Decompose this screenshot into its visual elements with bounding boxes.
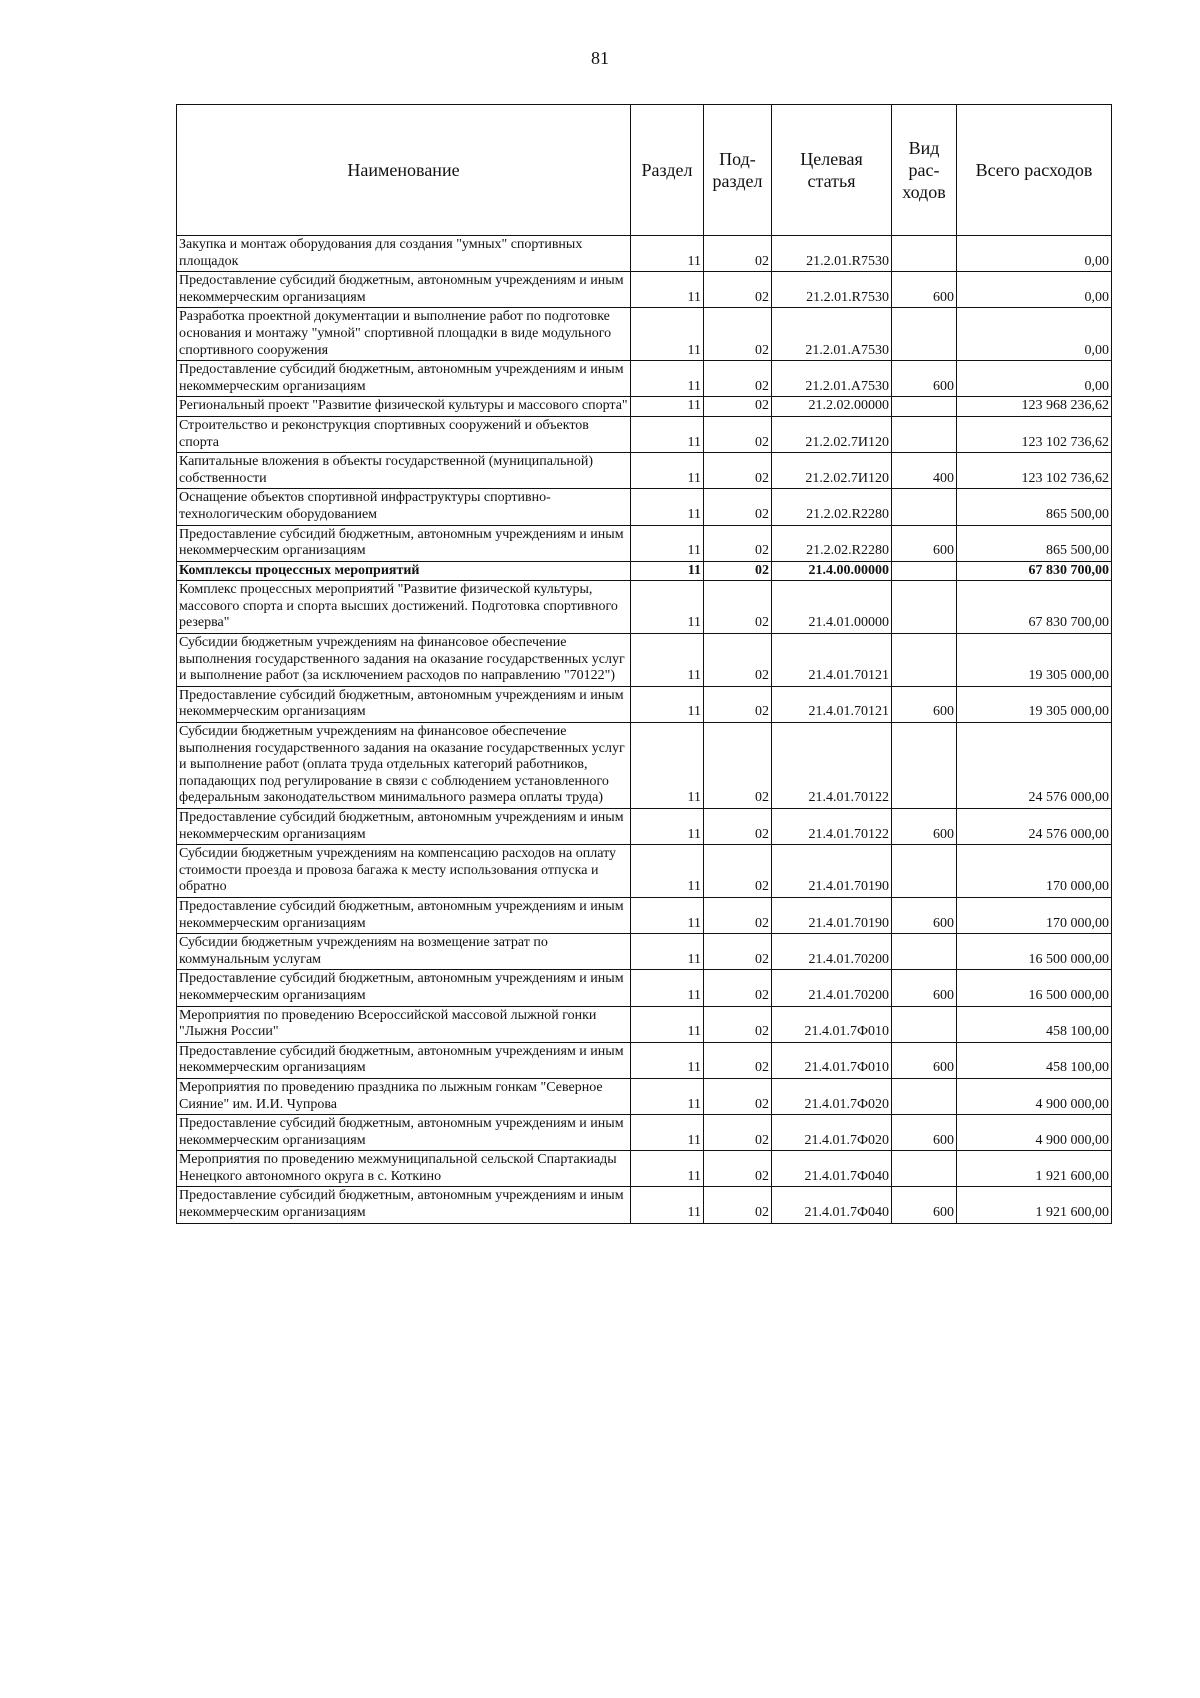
- row-total: 123 102 736,62: [957, 416, 1112, 452]
- header-target-line1: Целевая: [800, 149, 863, 169]
- table-row: [177, 453, 1112, 489]
- row-name: Предоставление субсидий бюджетным, автономным учреждениям и иным некоммерческим организациям: [177, 809, 631, 845]
- row-expense-type: [892, 308, 957, 361]
- header-target-line2: статья: [807, 171, 856, 191]
- row-subsection: 02: [704, 1078, 772, 1114]
- row-expense-type: [892, 581, 957, 634]
- row-subsection: 02: [704, 970, 772, 1006]
- table-row: [177, 416, 1112, 452]
- row-name: Мероприятия по проведению Всероссийской массовой лыжной гонки "Лыжня России": [177, 1006, 631, 1042]
- row-subsection: 02: [704, 361, 772, 397]
- row-subsection: 02: [704, 723, 772, 809]
- row-target-article: 21.4.01.70200: [772, 934, 892, 970]
- row-name: Разработка проектной документации и выполнение работ по подготовке основания и монтажу "умной" спортивной площадки в виде модульного спортивного сооружения: [177, 308, 631, 361]
- row-name: Предоставление субсидий бюджетным, автономным учреждениям и иным некоммерческим организациям: [177, 970, 631, 1006]
- table-row: [177, 1151, 1112, 1187]
- row-section: 11: [631, 1187, 704, 1223]
- row-expense-type: [892, 236, 957, 272]
- row-section: 11: [631, 686, 704, 722]
- row-subsection: 02: [704, 272, 772, 308]
- row-total: 16 500 000,00: [957, 934, 1112, 970]
- row-expense-type: 600: [892, 1187, 957, 1223]
- table-row: [177, 1042, 1112, 1078]
- row-target-article: 21.4.01.7Ф040: [772, 1151, 892, 1187]
- row-target-article: 21.2.01.A7530: [772, 308, 892, 361]
- row-target-article: 21.4.01.00000: [772, 581, 892, 634]
- row-subsection: 02: [704, 489, 772, 525]
- row-expense-type: [892, 489, 957, 525]
- table-row: [177, 1006, 1112, 1042]
- row-subsection: 02: [704, 1187, 772, 1223]
- table-row: [177, 845, 1112, 898]
- row-name: Предоставление субсидий бюджетным, автономным учреждениям и иным некоммерческим организациям: [177, 897, 631, 933]
- row-section: 11: [631, 272, 704, 308]
- row-section: 11: [631, 525, 704, 561]
- header-type-line3: ходов: [902, 182, 946, 202]
- table-row: [177, 1115, 1112, 1151]
- table-header-row: [177, 105, 1112, 236]
- row-subsection: 02: [704, 845, 772, 898]
- header-section-label: Раздел: [641, 160, 693, 180]
- row-section: 11: [631, 1078, 704, 1114]
- row-total: 865 500,00: [957, 525, 1112, 561]
- row-subsection: 02: [704, 453, 772, 489]
- table-row: [177, 489, 1112, 525]
- row-name: Предоставление субсидий бюджетным, автономным учреждениям и иным некоммерческим организациям: [177, 1042, 631, 1078]
- row-target-article: 21.4.01.70121: [772, 634, 892, 687]
- row-subsection: 02: [704, 397, 772, 417]
- header-subsection: [704, 105, 772, 236]
- row-subsection: 02: [704, 634, 772, 687]
- table-row: [177, 897, 1112, 933]
- row-expense-type: 600: [892, 525, 957, 561]
- row-section: 11: [631, 397, 704, 417]
- row-section: 11: [631, 934, 704, 970]
- row-total: 0,00: [957, 236, 1112, 272]
- row-target-article: 21.4.01.70122: [772, 723, 892, 809]
- row-expense-type: 600: [892, 1042, 957, 1078]
- row-section: 11: [631, 970, 704, 1006]
- row-section: 11: [631, 897, 704, 933]
- row-expense-type: [892, 634, 957, 687]
- row-section: 11: [631, 1151, 704, 1187]
- row-target-article: 21.4.01.7Ф020: [772, 1115, 892, 1151]
- row-expense-type: 600: [892, 361, 957, 397]
- row-section: 11: [631, 845, 704, 898]
- row-name: Мероприятия по проведению праздника по лыжным гонкам "Северное Сияние" им. И.И. Чупрова: [177, 1078, 631, 1114]
- row-section: 11: [631, 361, 704, 397]
- table-row: [177, 581, 1112, 634]
- row-expense-type: 600: [892, 686, 957, 722]
- row-target-article: 21.2.02.R2280: [772, 525, 892, 561]
- header-subsection-line1: Под-: [719, 149, 756, 169]
- row-expense-type: 600: [892, 970, 957, 1006]
- row-subsection: 02: [704, 581, 772, 634]
- row-name: Предоставление субсидий бюджетным, автономным учреждениям и иным некоммерческим организациям: [177, 361, 631, 397]
- row-total: 0,00: [957, 361, 1112, 397]
- row-expense-type: [892, 1151, 957, 1187]
- table-row: [177, 525, 1112, 561]
- row-subsection: 02: [704, 1115, 772, 1151]
- budget-table: [176, 104, 1112, 1224]
- row-section: 11: [631, 809, 704, 845]
- table-row: [177, 561, 1112, 581]
- row-expense-type: [892, 723, 957, 809]
- row-target-article: 21.4.01.7Ф020: [772, 1078, 892, 1114]
- row-name: Комплексы процессных мероприятий: [177, 561, 631, 581]
- row-section: 11: [631, 489, 704, 525]
- row-target-article: 21.4.01.7Ф010: [772, 1006, 892, 1042]
- header-type-line1: Вид: [908, 138, 940, 158]
- row-name: Региональный проект "Развитие физической культуры и массового спорта": [177, 397, 631, 417]
- row-total: 123 968 236,62: [957, 397, 1112, 417]
- row-section: 11: [631, 416, 704, 452]
- header-name: [177, 105, 631, 236]
- table-row: [177, 634, 1112, 687]
- header-total-label: Всего расходов: [975, 160, 1093, 180]
- row-expense-type: [892, 397, 957, 417]
- row-section: 11: [631, 1042, 704, 1078]
- row-name: Субсидии бюджетным учреждениям на финансовое обеспечение выполнения государственного задания на оказание государственных услуг и выполнение работ (оплата труда отдельных категорий работников, попадающих под регулирование в связи с соблюдением установленного федеральным законодательством минимального размера оплаты труда): [177, 723, 631, 809]
- row-target-article: 21.4.01.7Ф010: [772, 1042, 892, 1078]
- row-name: Комплекс процессных мероприятий "Развитие физической культуры, массового спорта и спорта высших достижений. Подготовка спортивного резерва": [177, 581, 631, 634]
- row-section: 11: [631, 236, 704, 272]
- row-name: Закупка и монтаж оборудования для создания "умных" спортивных площадок: [177, 236, 631, 272]
- row-name: Строительство и реконструкция спортивных сооружений и объектов спорта: [177, 416, 631, 452]
- table-row: [177, 809, 1112, 845]
- row-total: 4 900 000,00: [957, 1078, 1112, 1114]
- row-total: 67 830 700,00: [957, 561, 1112, 581]
- row-expense-type: [892, 1078, 957, 1114]
- row-name: Мероприятия по проведению межмуниципальной сельской Спартакиады Ненецкого автономного округа в с. Коткино: [177, 1151, 631, 1187]
- row-expense-type: [892, 934, 957, 970]
- row-expense-type: 600: [892, 272, 957, 308]
- row-target-article: 21.4.01.70121: [772, 686, 892, 722]
- row-subsection: 02: [704, 236, 772, 272]
- row-total: 24 576 000,00: [957, 809, 1112, 845]
- row-subsection: 02: [704, 809, 772, 845]
- table-row: [177, 236, 1112, 272]
- row-total: 0,00: [957, 308, 1112, 361]
- row-target-article: 21.2.01.A7530: [772, 361, 892, 397]
- row-section: 11: [631, 561, 704, 581]
- row-total: 1 921 600,00: [957, 1187, 1112, 1223]
- row-target-article: 21.4.00.00000: [772, 561, 892, 581]
- table-row: [177, 970, 1112, 1006]
- row-section: 11: [631, 453, 704, 489]
- row-total: 170 000,00: [957, 845, 1112, 898]
- row-subsection: 02: [704, 1006, 772, 1042]
- page-number: 81: [591, 48, 609, 68]
- table-row: [177, 361, 1112, 397]
- row-expense-type: [892, 845, 957, 898]
- table-row: [177, 1187, 1112, 1223]
- row-total: 123 102 736,62: [957, 453, 1112, 489]
- row-target-article: 21.2.02.R2280: [772, 489, 892, 525]
- row-name: Субсидии бюджетным учреждениям на возмещение затрат по коммунальным услугам: [177, 934, 631, 970]
- row-total: 458 100,00: [957, 1006, 1112, 1042]
- row-target-article: 21.2.02.7И120: [772, 416, 892, 452]
- row-total: 19 305 000,00: [957, 634, 1112, 687]
- header-name-label: Наименование: [347, 160, 460, 180]
- row-total: 4 900 000,00: [957, 1115, 1112, 1151]
- row-expense-type: [892, 1006, 957, 1042]
- row-name: Капитальные вложения в объекты государственной (муниципальной) собственности: [177, 453, 631, 489]
- row-target-article: 21.4.01.70190: [772, 845, 892, 898]
- row-name: Предоставление субсидий бюджетным, автономным учреждениям и иным некоммерческим организациям: [177, 272, 631, 308]
- row-section: 11: [631, 308, 704, 361]
- table-row: [177, 397, 1112, 417]
- row-total: 458 100,00: [957, 1042, 1112, 1078]
- table-row: [177, 686, 1112, 722]
- row-subsection: 02: [704, 308, 772, 361]
- table-row: [177, 272, 1112, 308]
- row-subsection: 02: [704, 525, 772, 561]
- row-total: 19 305 000,00: [957, 686, 1112, 722]
- row-name: Субсидии бюджетным учреждениям на финансовое обеспечение выполнения государственного задания на оказание государственных услуг и выполнение работ (за исключением расходов по направлению "70122"): [177, 634, 631, 687]
- row-subsection: 02: [704, 416, 772, 452]
- header-expense-type: [892, 105, 957, 236]
- row-total: 67 830 700,00: [957, 581, 1112, 634]
- row-section: 11: [631, 581, 704, 634]
- row-name: Предоставление субсидий бюджетным, автономным учреждениям и иным некоммерческим организациям: [177, 1115, 631, 1151]
- row-name: Оснащение объектов спортивной инфраструктуры спортивно-технологическим оборудованием: [177, 489, 631, 525]
- row-subsection: 02: [704, 1151, 772, 1187]
- row-section: 11: [631, 1115, 704, 1151]
- row-target-article: 21.2.01.R7530: [772, 236, 892, 272]
- row-target-article: 21.4.01.70200: [772, 970, 892, 1006]
- row-target-article: 21.2.01.R7530: [772, 272, 892, 308]
- row-expense-type: 600: [892, 1115, 957, 1151]
- row-expense-type: [892, 561, 957, 581]
- row-target-article: 21.2.02.7И120: [772, 453, 892, 489]
- row-section: 11: [631, 634, 704, 687]
- table-row: [177, 308, 1112, 361]
- row-name: Предоставление субсидий бюджетным, автономным учреждениям и иным некоммерческим организациям: [177, 686, 631, 722]
- header-subsection-line2: раздел: [712, 171, 763, 191]
- row-subsection: 02: [704, 934, 772, 970]
- row-subsection: 02: [704, 897, 772, 933]
- row-name: Субсидии бюджетным учреждениям на компенсацию расходов на оплату стоимости проезда и провоза багажа к месту использования отпуска и обратно: [177, 845, 631, 898]
- row-subsection: 02: [704, 1042, 772, 1078]
- header-total: [957, 105, 1112, 236]
- row-section: 11: [631, 1006, 704, 1042]
- row-subsection: 02: [704, 561, 772, 581]
- row-section: 11: [631, 723, 704, 809]
- row-subsection: 02: [704, 686, 772, 722]
- row-total: 1 921 600,00: [957, 1151, 1112, 1187]
- row-expense-type: 600: [892, 897, 957, 933]
- row-total: 24 576 000,00: [957, 723, 1112, 809]
- row-target-article: 21.2.02.00000: [772, 397, 892, 417]
- table-row: [177, 934, 1112, 970]
- table-row: [177, 723, 1112, 809]
- row-expense-type: [892, 416, 957, 452]
- row-expense-type: 600: [892, 809, 957, 845]
- row-total: 16 500 000,00: [957, 970, 1112, 1006]
- row-target-article: 21.4.01.70122: [772, 809, 892, 845]
- row-name: Предоставление субсидий бюджетным, автономным учреждениям и иным некоммерческим организациям: [177, 525, 631, 561]
- row-expense-type: 400: [892, 453, 957, 489]
- row-target-article: 21.4.01.7Ф040: [772, 1187, 892, 1223]
- header-target: [772, 105, 892, 236]
- row-target-article: 21.4.01.70190: [772, 897, 892, 933]
- header-section: [631, 105, 704, 236]
- row-name: Предоставление субсидий бюджетным, автономным учреждениям и иным некоммерческим организациям: [177, 1187, 631, 1223]
- table-row: [177, 1078, 1112, 1114]
- row-total: 865 500,00: [957, 489, 1112, 525]
- row-total: 170 000,00: [957, 897, 1112, 933]
- row-total: 0,00: [957, 272, 1112, 308]
- header-type-line2: рас-: [908, 160, 940, 180]
